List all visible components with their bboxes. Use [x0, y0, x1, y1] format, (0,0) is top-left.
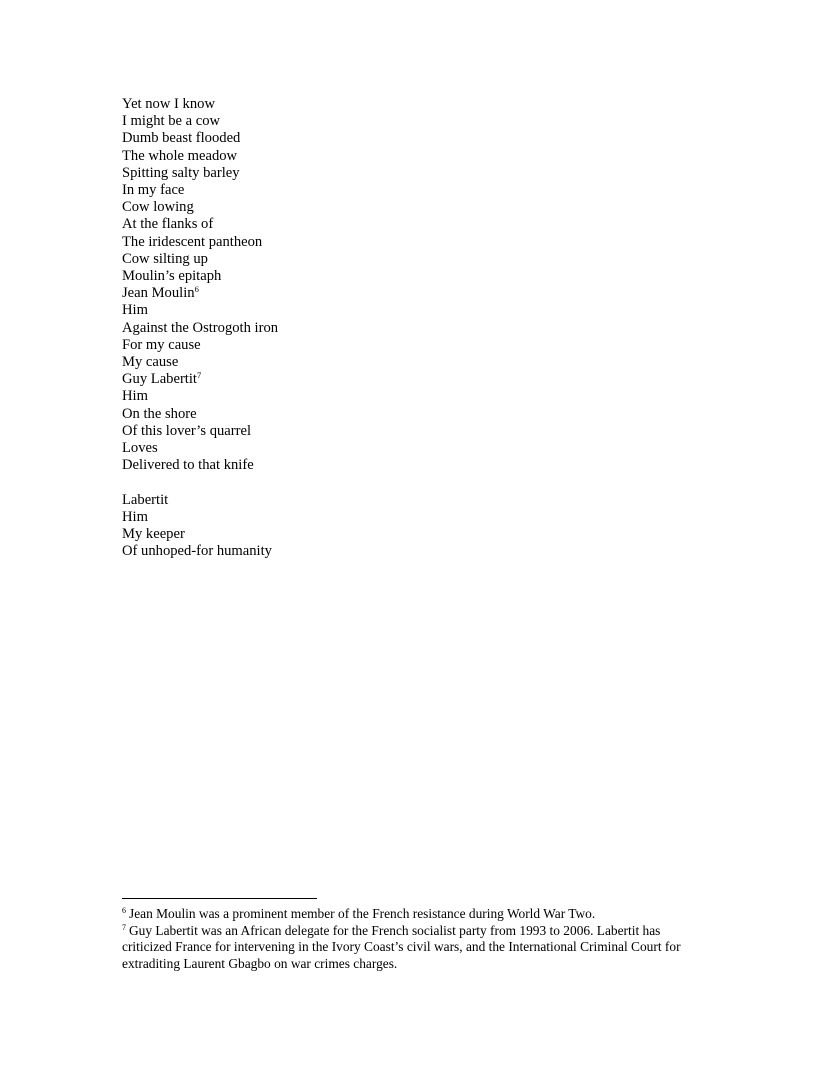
poem-line: My keeper: [122, 526, 185, 543]
poem-line: The whole meadow: [122, 147, 238, 164]
poem-line: Him: [122, 508, 148, 525]
poem-line: In my face: [122, 182, 185, 199]
poem-line: Him: [122, 302, 148, 319]
footnote-reference-7[interactable]: 7: [196, 370, 202, 381]
poem-line: Cow lowing: [122, 199, 194, 216]
poem-line: On the shore: [122, 405, 197, 422]
poem-line: Delivered to that knife: [122, 457, 254, 474]
poem-line: Of this lover’s quarrel: [122, 422, 252, 439]
poem-line: At the flanks of: [122, 216, 214, 233]
poem-line: Loves: [122, 440, 158, 457]
poem-line-text: Jean Moulin: [122, 285, 195, 302]
poem-line: Moulin’s epitaph: [122, 268, 222, 285]
stanza-2: [122, 492, 278, 561]
footnote-text: Jean Moulin was a prominent member of the French resistance during World War Two.: [129, 906, 596, 921]
poem-line-with-footnote: [122, 371, 278, 388]
poem-line: Him: [122, 388, 148, 405]
poem-line: Labertit: [122, 491, 169, 508]
footnotes: [122, 906, 712, 972]
poem-line: My cause: [122, 354, 179, 371]
poem-line: Of unhoped-for humanity: [122, 543, 272, 560]
footnote-7: [122, 923, 712, 973]
footnote-text: Guy Labertit was an African delegate for the French socialist party from 1993 to 2006. Labertit has criticized France for intervening in the Ivory Coast’s civil wars, and the International Criminal Court for extraditing Laurent Gbagbo on war crimes charges.: [122, 922, 681, 971]
poem-line: I might be a cow: [122, 113, 221, 130]
poem: [122, 96, 278, 560]
footnote-6: [122, 906, 712, 923]
poem-line: Cow silting up: [122, 250, 208, 267]
footnote-mark: 6: [122, 906, 126, 915]
poem-line: Yet now I know: [122, 96, 215, 112]
footnote-separator: [122, 898, 317, 899]
poem-line: Dumb beast flooded: [122, 130, 241, 147]
footnote-reference-6[interactable]: 6: [194, 284, 199, 295]
poem-line: The iridescent pantheon: [122, 233, 263, 250]
poem-line: Against the Ostrogoth iron: [122, 319, 279, 336]
poem-line: For my cause: [122, 336, 201, 353]
poem-line: Spitting salty barley: [122, 164, 240, 181]
poem-line-text: Guy Labertit: [122, 371, 197, 388]
poem-line-with-footnote: [122, 285, 278, 302]
footnote-mark: 7: [122, 922, 126, 932]
stanza-1: [122, 96, 278, 474]
